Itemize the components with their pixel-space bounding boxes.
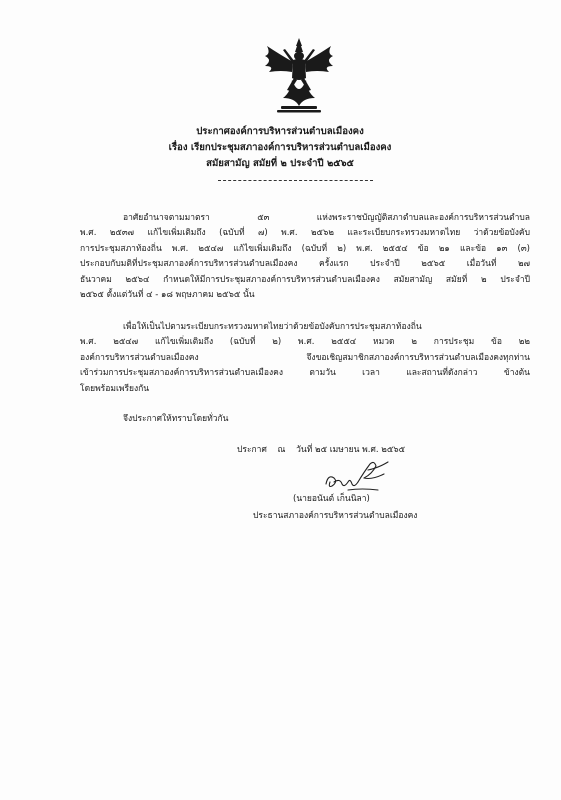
garuda-emblem-icon	[259, 36, 339, 116]
paragraph-closing	[123, 412, 529, 427]
announcement-prefix: ประกาศ	[237, 445, 267, 455]
text-line: โดยพร้อมเพรียงกัน	[80, 383, 150, 394]
paragraph-invitation	[80, 320, 530, 397]
session-line: สมัยสามัญ สมัยที่ ๒ ประจำปี ๒๕๖๕	[206, 158, 354, 169]
text-line: ธันวาคม ๒๕๖๔ กำหนดให้มีการประชุมสภาองค์การบริหารส่วนตำบลเมืองคง สมัยสามัญ สมัยที่ ๒ ประจำปี	[80, 274, 530, 285]
text-line: พ.ศ. ๒๕๓๗ แก้ไขเพิ่มเติมถึง (ฉบับที่ ๗) พ.ศ. ๒๕๖๒ และระเบียบกระทรวงมหาดไทย ว่าด้วยข้อบังคับ	[80, 228, 530, 239]
paragraph-authority	[80, 211, 530, 303]
text-line: เข้าร่วมการประชุมสภาองค์การบริหารส่วนตำบลเมืองคง ตามวัน เวลา และสถานที่ดังกล่าว ข้างต้น	[80, 368, 530, 379]
subject-line: เรื่อง เรียกประชุมสภาองค์การบริหารส่วนตำบลเมืองคง	[168, 142, 392, 153]
signature-icon	[318, 452, 396, 496]
announcement-heading: ประกาศองค์การบริหารส่วนตำบลเมืองคง	[196, 126, 364, 137]
signer-name: (นายอนันต์ เก็นนิลา)	[293, 494, 370, 504]
announcement-at: ณ	[277, 445, 286, 455]
text-line: อาศัยอำนาจตามมาตรา ๕๓ แห่งพระราชบัญญัติสภาตำบลและองค์การบริหารส่วนตำบล	[123, 213, 530, 223]
text-line: องค์การบริหารส่วนตำบลเมืองคง จึงขอเชิญสมาชิกสภาองค์การบริหารส่วนตำบลเมืองคงทุกท่าน	[80, 352, 530, 363]
signer-title: ประธานสภาองค์การบริหารส่วนตำบลเมืองคง	[253, 511, 418, 521]
text-line: จึงประกาศให้ทราบโดยทั่วกัน	[123, 414, 229, 424]
text-line: เพื่อให้เป็นไปตามระเบียบกระทรวงมหาดไทยว่าด้วยข้อบังคับการประชุมสภาท้องถิ่น	[123, 322, 422, 332]
announcement-date-text: วันที่ ๒๕ เมษายน พ.ศ. ๒๕๖๕	[296, 445, 406, 455]
text-line: การประชุมสภาท้องถิ่น พ.ศ. ๒๕๔๗ แก้ไขเพิ่มเติมถึง (ฉบับที่ ๒) พ.ศ. ๒๕๕๔ ข้อ ๒๑ และข้อ ๑๓ (๓)	[80, 243, 530, 254]
text-line: ประกอบกับมติที่ประชุมสภาองค์การบริหารส่วนตำบลเมืองคง ครั้งแรก ประจำปี ๒๕๖๕ เมื่อวันที่ ๒๗	[80, 259, 530, 270]
text-line: พ.ศ. ๒๕๔๗ แก้ไขเพิ่มเติมถึง (ฉบับที่ ๒) พ.ศ. ๒๕๕๔ หมวด ๒ การประชุม ข้อ ๒๒	[80, 337, 530, 348]
header-divider	[218, 180, 373, 181]
text-line: ๒๕๖๕ ตั้งแต่วันที่ ๔ - ๑๘ พฤษภาคม ๒๕๖๕ นั้น	[80, 290, 255, 301]
